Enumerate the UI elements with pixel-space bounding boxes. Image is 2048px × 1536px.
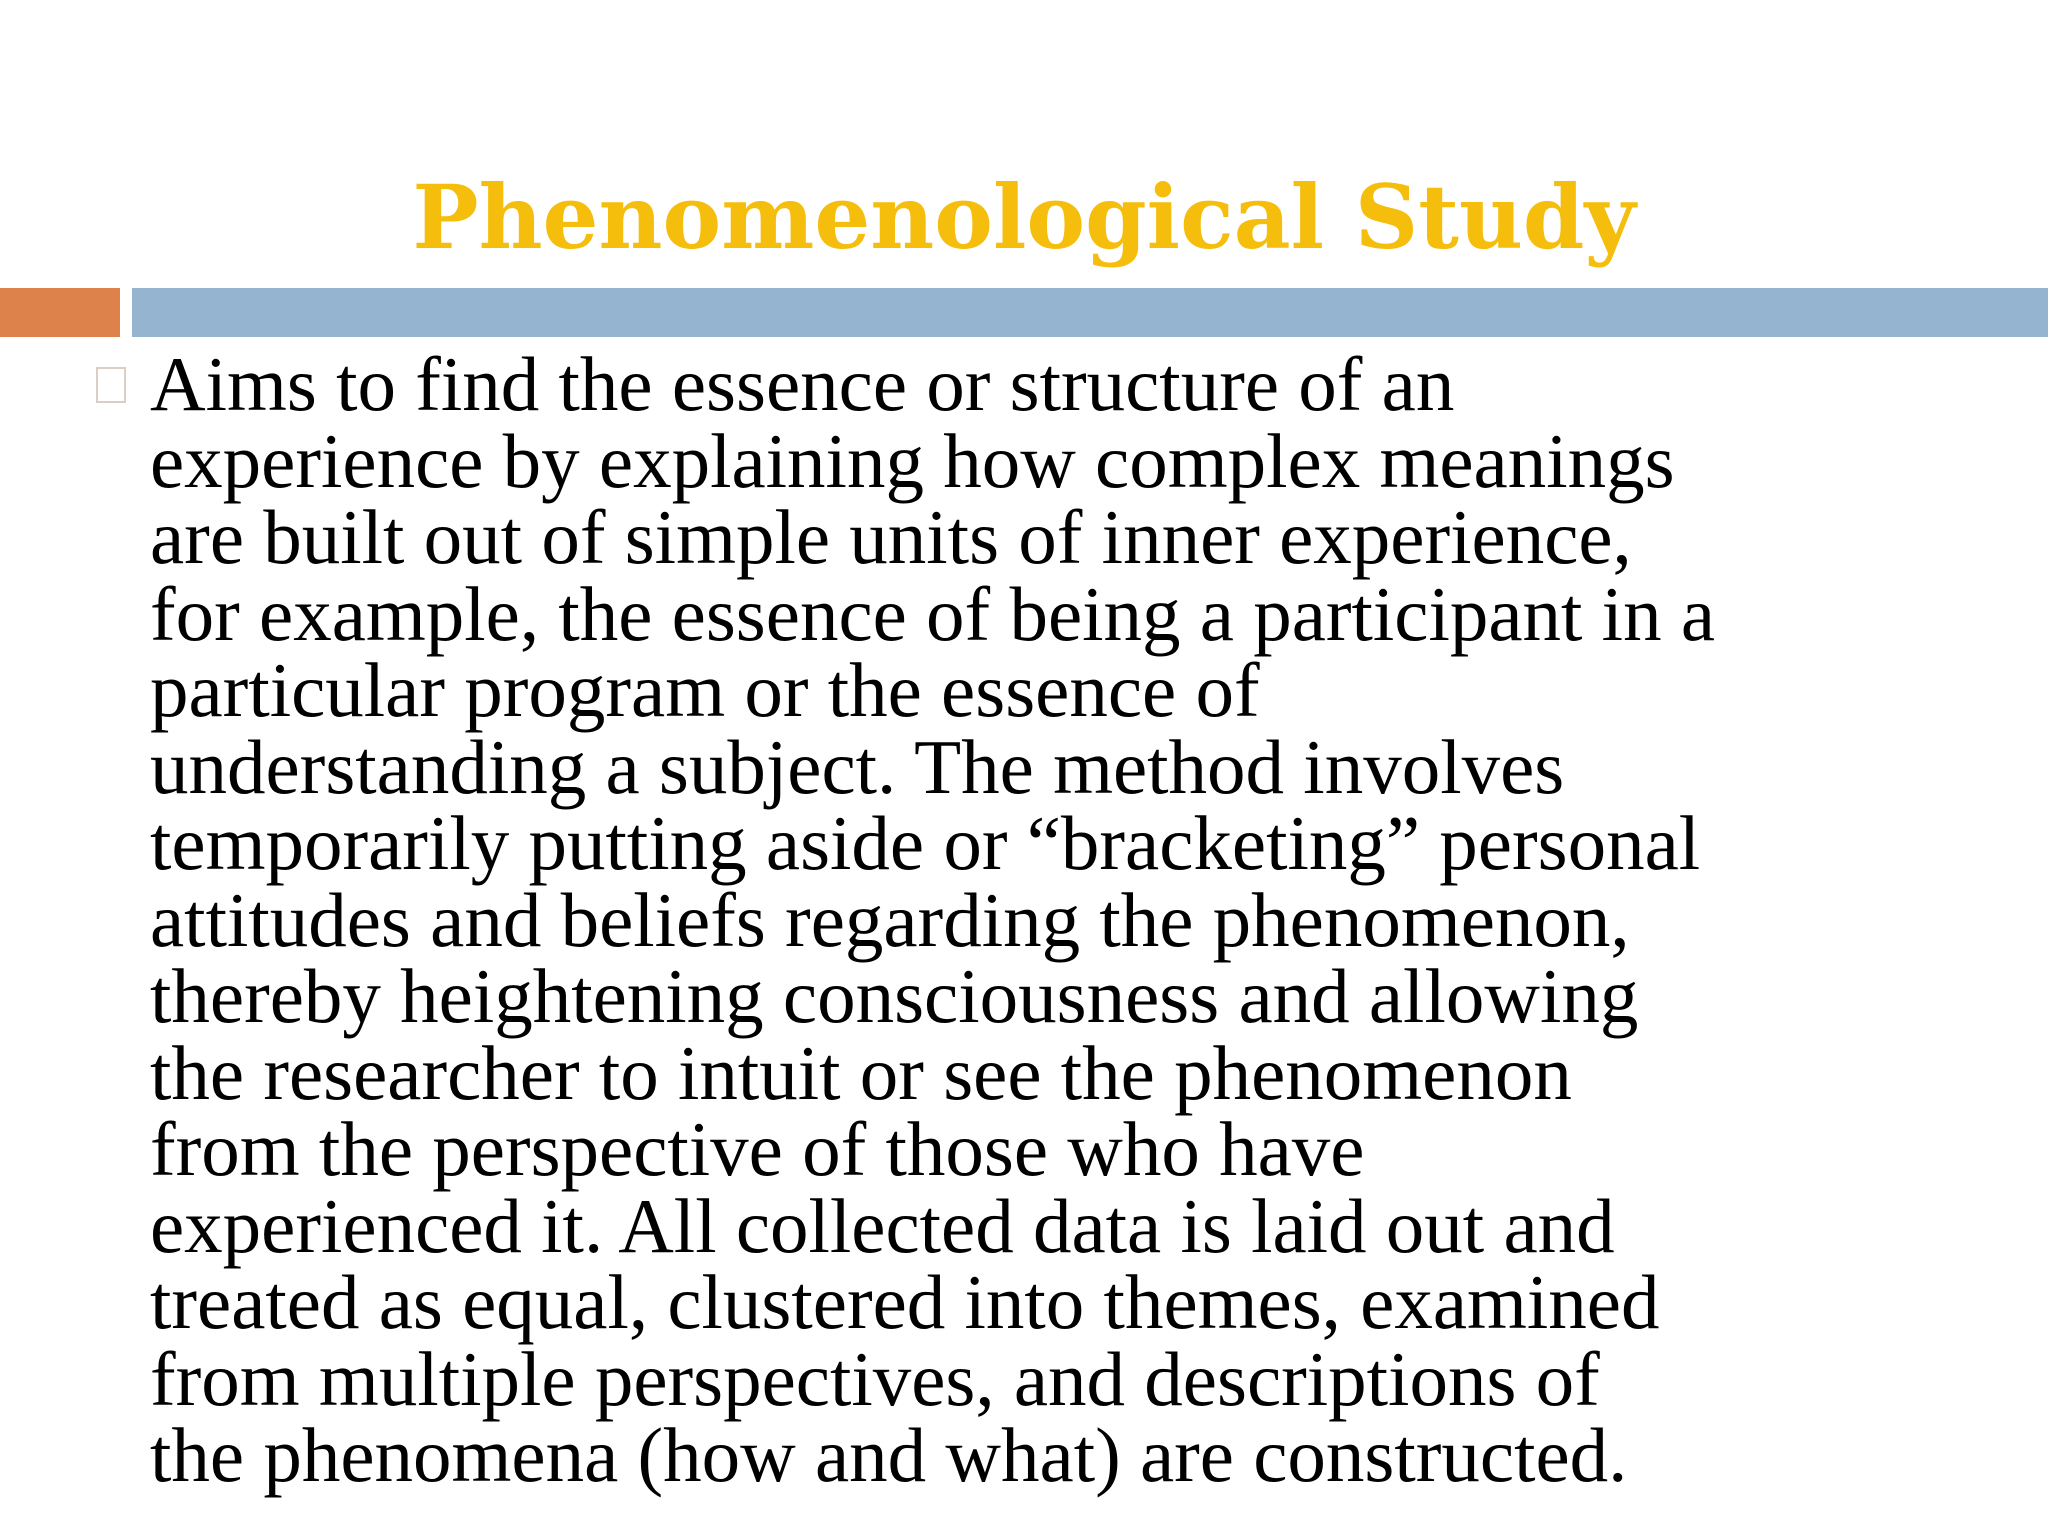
accent-bar-orange — [0, 288, 120, 337]
accent-bar-blue — [132, 288, 2048, 337]
slide-body-text: Aims to find the essence or structure of an experience by explaining how complex meanings are built out of simple units of inner experience, for example, the essence of being a participant in a particular program or the essence of understanding a subject. The method involves temporarily putting aside or “bracketing” personal attitudes and beliefs regarding the phenomenon, thereby heightening consciousness and allowing the researcher to intuit or see the phenomenon from the perspective of those who have experienced it. All collected data is laid out and treated as equal, clustered into themes, examined from multiple perspectives, and descriptions of the phenomena (how and what) are constructed. — [150, 341, 1716, 1498]
slide-title: Phenomenological Study — [412, 165, 1636, 269]
square-bullet-icon — [96, 367, 126, 403]
